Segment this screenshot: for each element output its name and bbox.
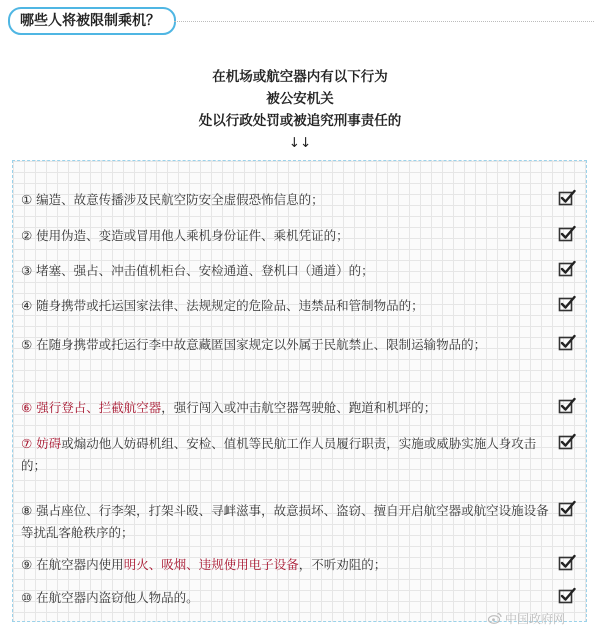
item-text-part: ③ 堵塞、强占、冲击值机柜台、安检通道、登机口（通道）的；	[21, 263, 374, 278]
highlighted-text: 明火、吸烟、违规使用电子设备	[123, 557, 299, 572]
section-title-tag	[8, 7, 176, 35]
weibo-icon	[488, 612, 502, 624]
item-text-part: ，强行闯入或冲击航空器驾驶舱、跑道和机坪的；	[161, 400, 437, 415]
highlighted-text: ⑥	[21, 400, 37, 415]
behavior-list-panel	[12, 160, 587, 622]
list-item-text	[21, 500, 551, 544]
item-text-part: ④ 随身携带或托运国家法律、法规规定的危险品、违禁品和管制物品的；	[21, 298, 424, 313]
checkbox-checked-icon	[558, 433, 576, 451]
list-item-text	[21, 433, 551, 477]
item-text-part: ① 编造、故意传播涉及民航空防安全虚假恐怖信息的；	[21, 192, 324, 207]
item-text-part: ⑤ 在随身携带或托运行李中故意藏匿国家规定以外属于民航禁止、限制运输物品的；	[21, 337, 487, 352]
item-text-part: ⑧ 强占座位、行李架，打架斗殴、寻衅滋事，故意损坏、盗窃、擅自开启航空器或航空设施设备等扰乱客舱秩序的；	[21, 503, 549, 540]
checkbox-checked-icon	[558, 587, 576, 605]
watermark	[488, 610, 565, 627]
list-item-text	[21, 189, 551, 211]
list-item-text	[21, 397, 551, 419]
highlighted-text: 妨碍	[36, 436, 62, 451]
list-item	[13, 334, 588, 356]
checkbox-checked-icon	[558, 554, 576, 572]
list-item	[13, 260, 588, 282]
list-item	[13, 500, 588, 544]
list-item-text	[21, 587, 551, 609]
intro-text	[0, 66, 600, 154]
item-text-part: ② 使用伪造、变造或冒用他人乘机身份证件、乘机凭证的；	[21, 228, 349, 243]
intro-line-3: 处以行政处罚或被追究刑事责任的	[198, 113, 402, 129]
item-text-part: ⑨ 在航空器内使用	[21, 557, 124, 572]
checkbox-checked-icon	[558, 334, 576, 352]
checkbox-checked-icon	[558, 189, 576, 207]
watermark-text: 中国政府网	[505, 612, 566, 626]
item-text-part: ⑩ 在航空器内盗窃他人物品的。	[21, 590, 199, 605]
list-item-text	[21, 295, 551, 317]
list-item	[13, 433, 588, 477]
intro-line-1: 在机场或航空器内有以下行为	[212, 69, 388, 85]
down-arrows: ↓↓	[288, 135, 312, 151]
list-item	[13, 225, 588, 247]
highlighted-text: ⑦	[21, 436, 37, 451]
item-text-part: 或煽动他人妨碍机组、安检、值机等民航工作人员履行职责，实施或威胁实施人身攻击的；	[21, 436, 537, 473]
checkbox-checked-icon	[558, 500, 576, 518]
highlighted-text: 强行登占、拦截航空器	[36, 400, 162, 415]
list-item	[13, 295, 588, 317]
list-item	[13, 554, 588, 576]
list-item-text	[21, 260, 551, 282]
checkbox-checked-icon	[558, 397, 576, 415]
list-item-text	[21, 334, 551, 356]
checkbox-checked-icon	[558, 225, 576, 243]
item-text-part: ，不听劝阻的；	[298, 557, 387, 572]
list-item-text	[21, 554, 551, 576]
section-title: 哪些人将被限制乘机？	[20, 13, 160, 29]
list-item	[13, 587, 588, 609]
list-item	[13, 189, 588, 211]
list-item-text	[21, 225, 551, 247]
list-item	[13, 397, 588, 419]
intro-line-2: 被公安机关	[266, 91, 334, 107]
checkbox-checked-icon	[558, 295, 576, 313]
checkbox-checked-icon	[558, 260, 576, 278]
